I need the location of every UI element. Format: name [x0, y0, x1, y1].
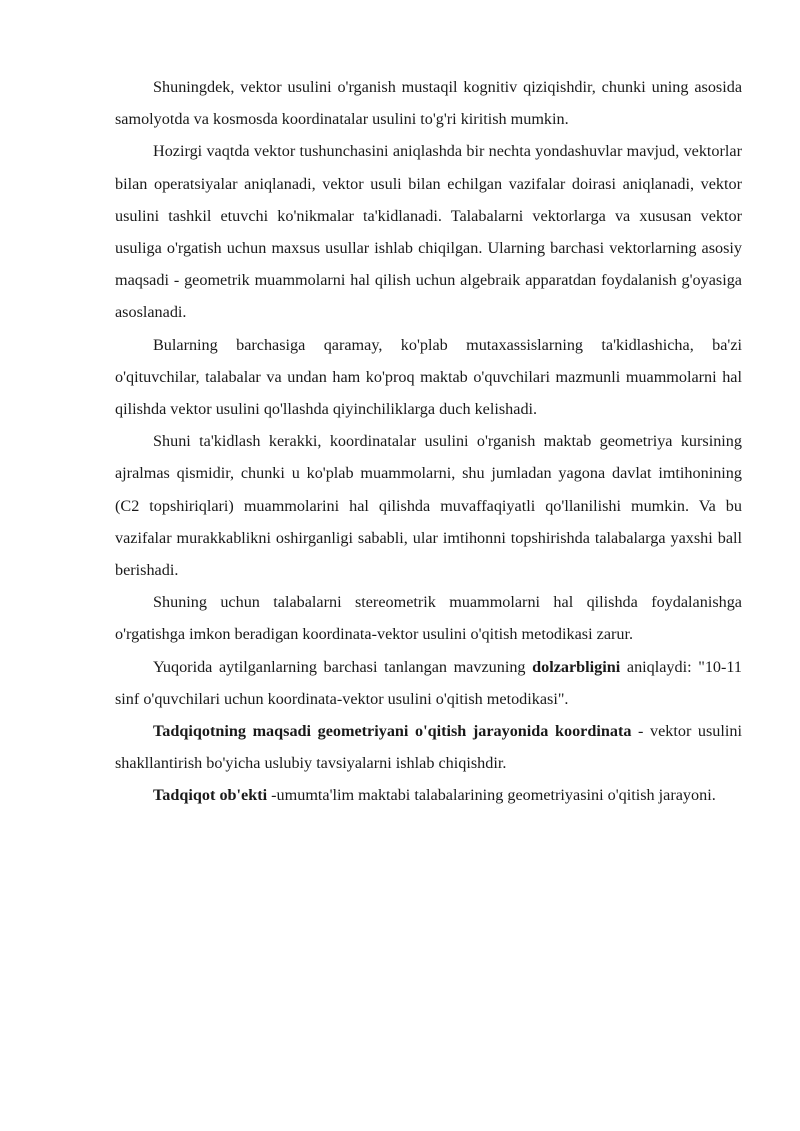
- paragraph-text: aniqlaydi: "10-11 sinf o'quvchilari uchun koordinata-vektor usulini o'qitish metodikasi".: [115, 657, 742, 708]
- paragraph-text: -umumta'lim maktabi talabalarining geometriyasini o'qitish jarayoni.: [267, 786, 716, 805]
- paragraph-text: Shuningdek, vektor usulini o'rganish mustaqil kognitiv qiziqishdir, chunki uning asosida samolyotda va kosmosda koordinatalar usulini to'g'ri kiritish mumkin.: [115, 78, 742, 129]
- paragraph-text: Yuqorida aytilganlarning barchasi tanlangan mavzuning: [153, 657, 533, 676]
- relevance-term: dolzarbligini: [532, 657, 621, 676]
- research-object-term: Tadqiqot ob'ekti: [153, 786, 268, 805]
- paragraph-text: Shuni ta'kidlash kerakki, koordinatalar usulini o'rganish maktab geometriya kursining ajralmas qismidir, chunki u ko'plab muammolarni, shu jumladan yagona davlat imtihonining (C2 topshiriqlari) muammolarini hal qilishda muvaffaqiyatli qo'llanilishi mumkin. Va bu vazifalar murakkablikni oshirganligi sababli, ular imtihonni topshirishda talabalarga yaxshi ball berishadi.: [115, 432, 742, 580]
- paragraph-vector-method-interest: [115, 71, 742, 135]
- paragraph-difficulties: [115, 329, 742, 426]
- paragraph-coordinate-method: [115, 425, 742, 586]
- paragraph-text: Shuning uchun talabalarni stereometrik muammolarni hal qilishda foydalanishga o'rgatishga imkon beradigan koordinata-vektor usulini o'qitish metodikasi zarur.: [115, 593, 742, 644]
- paragraph-research-goal: [115, 715, 742, 779]
- paragraph-relevance: [115, 651, 742, 715]
- paragraph-text: Hozirgi vaqtda vektor tushunchasini aniqlashda bir nechta yondashuvlar mavjud, vektorlar bilan operatsiyalar aniqlanadi, vektor usuli bilan echilgan vazifalar doirasi aniqlanadi, vektor usulini tashkil etuvchi ko'nikmalar ta'kidlanadi. Talabalarni vektorlarga va xususan vektor usuliga o'rgatish uchun maxsus usullar ishlab chiqilgan. Ularning barchasi vektorlarning asosiy maqsadi - geometrik muammolarni hal qilish uchun algebraik apparatdan foydalanish g'oyasiga asoslanadi.: [115, 142, 742, 322]
- paragraph-research-object: [115, 779, 742, 811]
- paragraph-text: - vektor usulini shakllantirish bo'yicha uslubiy tavsiyalarni ishlab chiqishdir.: [115, 722, 742, 773]
- research-goal-term: Tadqiqotning maqsadi geometriyani o'qitish jarayonida koordinata: [153, 722, 632, 741]
- paragraph-vector-approaches: [115, 135, 742, 328]
- paragraph-text: Bularning barchasiga qaramay, ko'plab mutaxassislarning ta'kidlashicha, ba'zi o'qituvchilar, talabalar va undan ham ko'proq maktab o'quvchilari mazmunli muammolarni hal qilishda vektor usulini qo'llashda qiyinchiliklarga duch kelishadi.: [115, 335, 742, 419]
- document-page: [115, 71, 742, 812]
- paragraph-methodology-need: [115, 586, 742, 650]
